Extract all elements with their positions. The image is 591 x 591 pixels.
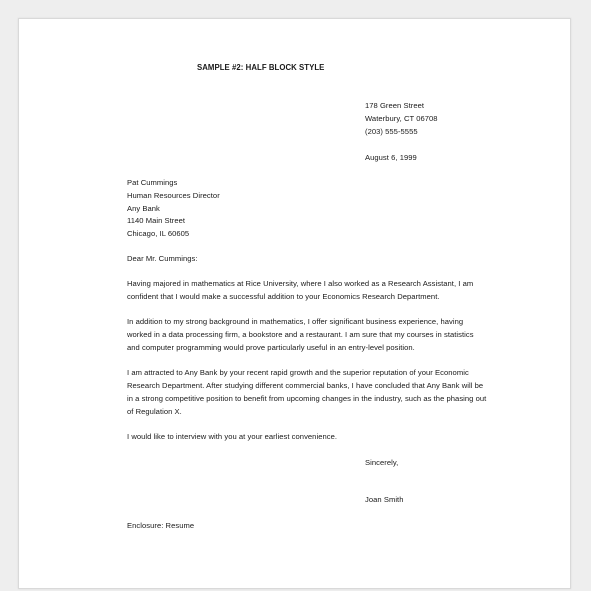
paragraph-3-line: of Regulation X.: [127, 407, 182, 416]
sender-city: Waterbury, CT 06708: [365, 114, 438, 123]
paragraph-2-line: worked in a data processing firm, a bookstore and a restaurant. I am sure that my courses in statistics: [127, 330, 474, 339]
paragraph-1-line: confident that I would make a successful addition to your Economics Research Department.: [127, 292, 440, 301]
closing: Sincerely,: [365, 458, 399, 467]
paragraph-3-line: Research Department. After studying different commercial banks, I have concluded that Any Bank will be: [127, 381, 484, 390]
recipient-name: Pat Cummings: [127, 178, 178, 187]
paragraph-3-line: I am attracted to Any Bank by your recent rapid growth and the superior reputation of your Economic: [127, 368, 469, 377]
paragraph-4-line: I would like to interview with you at your earliest convenience.: [127, 432, 338, 441]
paragraph-2-line: In addition to my strong background in mathematics, I offer significant business experience, having: [127, 317, 464, 326]
recipient-city: Chicago, IL 60605: [127, 229, 190, 238]
recipient-street: 1140 Main Street: [127, 216, 186, 225]
signature: Joan Smith: [365, 495, 404, 504]
letter-date: August 6, 1999: [365, 153, 417, 162]
recipient-company: Any Bank: [127, 204, 160, 213]
sender-phone: (203) 555-5555: [365, 127, 418, 136]
document-page: [18, 18, 571, 589]
document-title: SAMPLE #2: HALF BLOCK STYLE: [197, 63, 325, 72]
enclosure: Enclosure: Resume: [127, 521, 195, 530]
paragraph-3-line: in a strong competitive position to benefit from upcoming changes in the industry, such as the phasing out: [127, 394, 487, 403]
salutation: Dear Mr. Cummings:: [127, 254, 198, 263]
paragraph-2-line: and computer programming would prove particularly useful in an entry-level position.: [127, 343, 415, 352]
sender-street: 178 Green Street: [365, 101, 425, 110]
paragraph-1-line: Having majored in mathematics at Rice University, where I also worked as a Research Assistant, I am: [127, 279, 474, 288]
recipient-title: Human Resources Director: [127, 191, 220, 200]
